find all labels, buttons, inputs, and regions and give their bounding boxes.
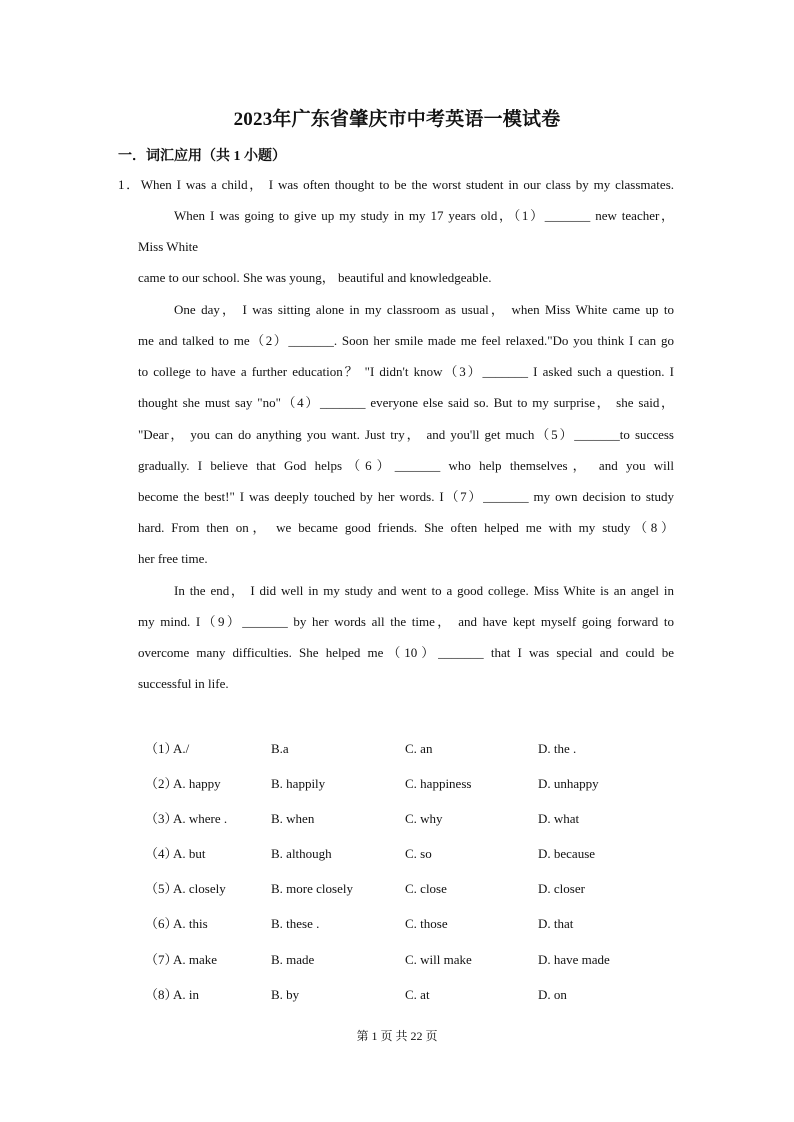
option-a: A. in — [173, 987, 199, 1002]
page-footer: 第 1 页 共 22 页 — [356, 1029, 438, 1043]
option-d: D. closer — [538, 881, 585, 896]
passage-line: become the best!" I was deeply touched by her words. I（7）_______ my own decision to study — [138, 489, 674, 504]
option-number: （2） — [145, 776, 178, 791]
option-b: B. although — [271, 846, 332, 861]
option-number: （3） — [145, 811, 178, 826]
option-c: C. those — [405, 916, 448, 931]
passage-line: In the end， I did well in my study and went to a good college. Miss White is an angel in — [174, 583, 674, 598]
option-b: B.a — [271, 741, 289, 756]
option-d: D. on — [538, 987, 567, 1002]
option-a: A. this — [173, 916, 208, 931]
option-number: （8） — [145, 987, 178, 1002]
passage-line: hard. From then on， we became good friends. She often helped me with my study（8） — [138, 520, 674, 535]
option-d: D. the . — [538, 741, 577, 756]
option-a: A. closely — [173, 881, 226, 896]
passage-line: my mind. I（9）_______ by her words all the time， and have kept myself going forward to — [138, 614, 674, 629]
passage-line: to college to have a further education？ "I didn't know（3）_______ I asked such a question. I — [138, 364, 674, 379]
option-a: A. happy — [173, 776, 221, 791]
option-d: D. that — [538, 916, 574, 931]
passage-line: thought she must say "no"（4）_______ everyone else said so. But to my surprise， she said， — [138, 395, 674, 410]
passage-line: overcome many difficulties. She helped me（10）_______ that I was special and could be — [138, 645, 674, 660]
option-d: D. what — [538, 811, 580, 826]
option-b: B. by — [271, 987, 300, 1002]
passage-line: gradually. I believe that God helps（6）_______ who help themselves， and you will — [138, 458, 674, 473]
option-number: （5） — [145, 881, 178, 896]
passage-line: When I was going to give up my study in my 17 years old，（1）_______ new teacher， — [174, 208, 674, 223]
passage-line: One day， I was sitting alone in my classroom as usual， when Miss White came up to — [174, 302, 674, 317]
option-d: D. because — [538, 846, 596, 861]
passage-line: successful in life. — [138, 676, 229, 691]
option-d: D. unhappy — [538, 776, 599, 791]
option-b: B. these . — [271, 916, 320, 931]
option-number: （4） — [145, 846, 178, 861]
option-c: C. close — [405, 881, 447, 896]
option-d: D. have made — [538, 952, 610, 967]
option-b: B. made — [271, 952, 315, 967]
option-c: C. happiness — [405, 776, 472, 791]
option-a: A. where . — [173, 811, 228, 826]
option-c: C. at — [405, 987, 430, 1002]
option-number: （7） — [145, 952, 178, 967]
option-b: B. happily — [271, 776, 326, 791]
exam-title: 2023年广东省肇庆市中考英语一模试卷 — [233, 109, 561, 130]
section-heading: 一．词汇应用（共 1 小题） — [118, 149, 286, 164]
passage-line: "Dear， you can do anything you want. Just try， and you'll get much（5）_______to success — [138, 427, 674, 442]
option-number: （6） — [145, 916, 178, 931]
option-b: B. more closely — [271, 881, 353, 896]
passage-line: her free time. — [138, 551, 208, 566]
passage-line: me and talked to me（2）_______. Soon her smile made me feel relaxed."Do you think I can go — [138, 333, 674, 348]
option-b: B. when — [271, 811, 315, 826]
option-a: A. make — [173, 952, 218, 967]
option-a: A. but — [173, 846, 206, 861]
passage-line: 1．When I was a child， I was often thought to be the worst student in our class by my classmates. — [118, 177, 674, 192]
option-a: A./ — [173, 741, 190, 756]
option-number: （1） — [145, 741, 178, 756]
option-c: C. an — [405, 741, 433, 756]
option-c: C. will make — [405, 952, 472, 967]
option-c: C. so — [405, 846, 432, 861]
passage-line: Miss White — [138, 239, 199, 254]
option-c: C. why — [405, 811, 443, 826]
passage-line: came to our school. She was young， beautiful and knowledgeable. — [138, 270, 492, 285]
